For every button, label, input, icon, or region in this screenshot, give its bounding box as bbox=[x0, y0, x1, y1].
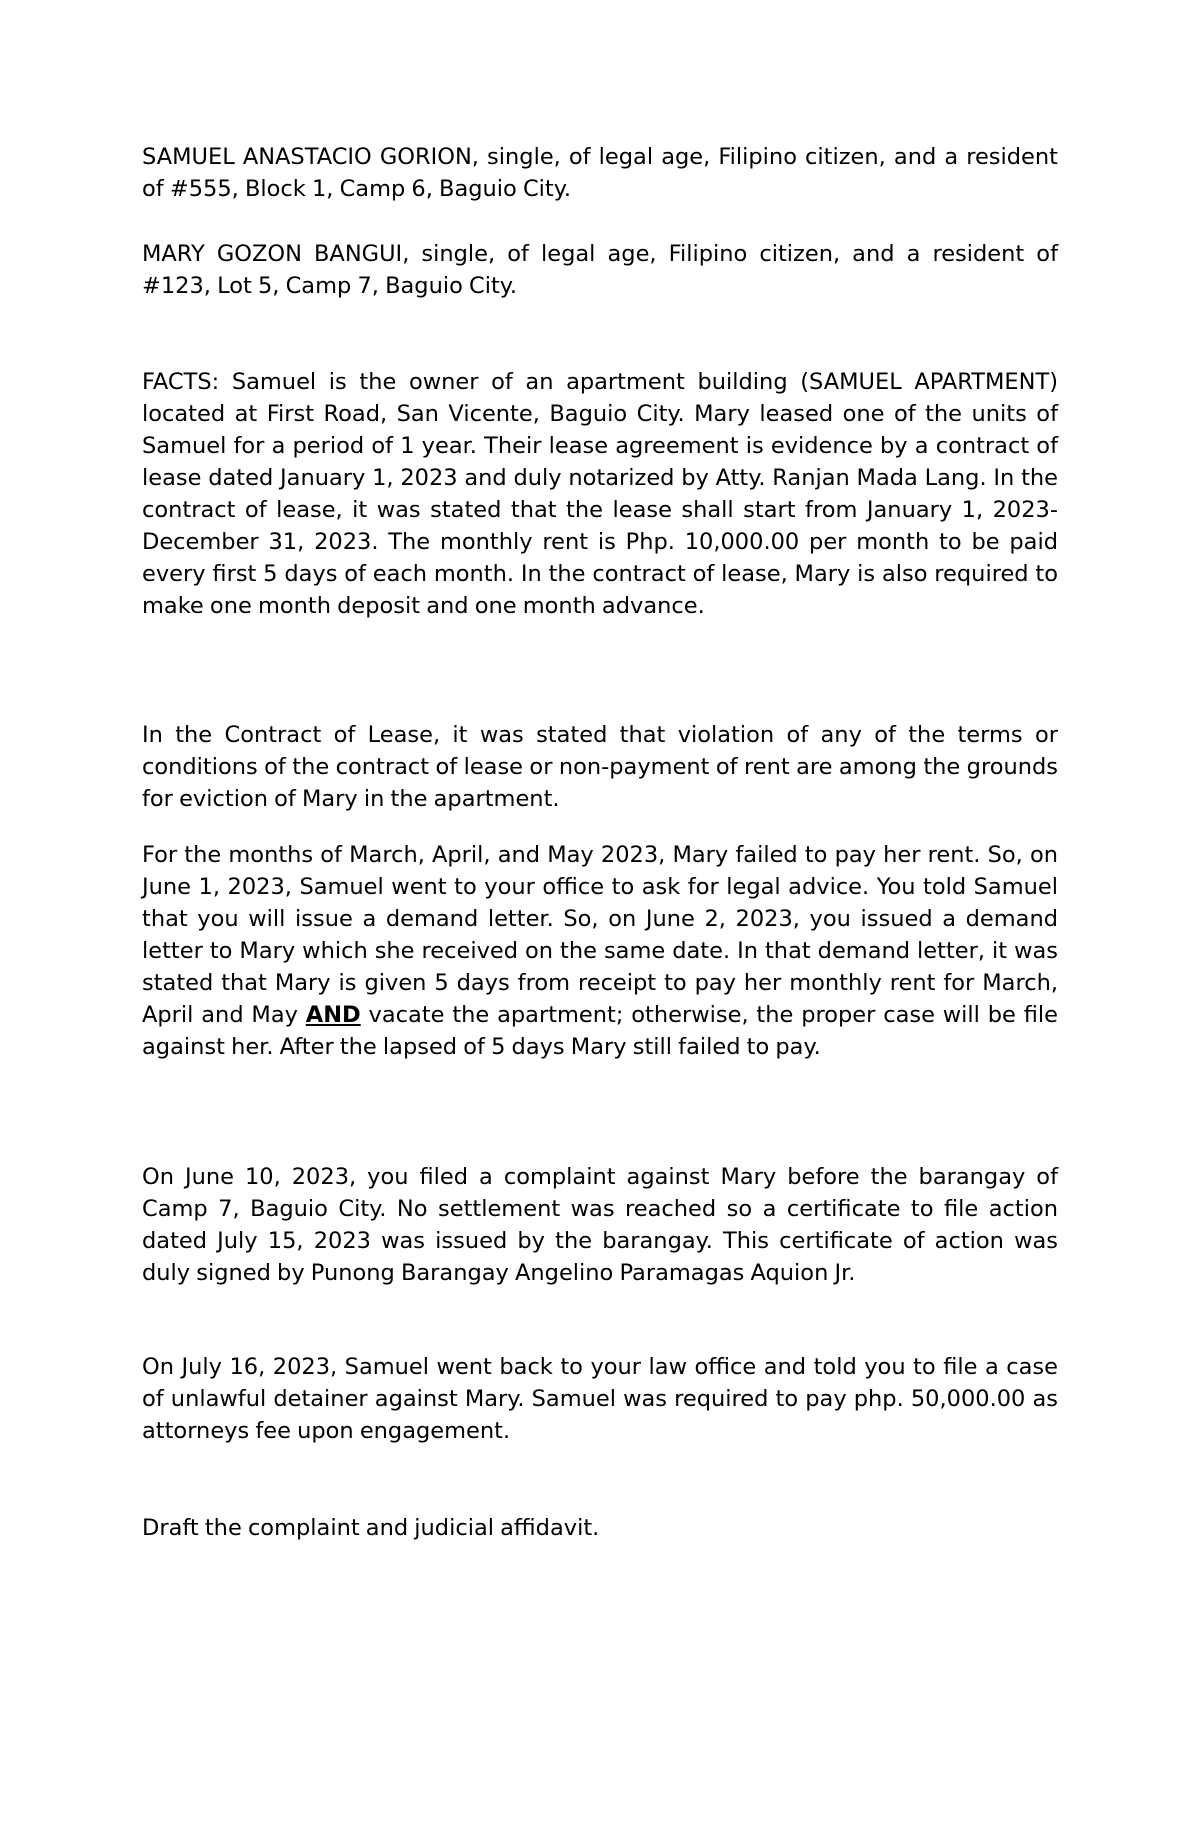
instruction-paragraph: Draft the complaint and judicial affidavit. bbox=[142, 1515, 600, 1541]
emphasis-and: AND bbox=[305, 1002, 361, 1028]
demand-letter-paragraph bbox=[142, 839, 1058, 1063]
barangay-paragraph: On June 10, 2023, you filed a complaint against Mary before the barangay of Camp 7, Baguio City. No settlement was reached so a certificate to file action dated July 15, 2023 was issued by the barangay. This certificate of action was duly signed by Punong Barangay Angelino Paramagas Aquion Jr. bbox=[142, 1164, 1058, 1286]
demand-text-before: For the months of March, April, and May 2023, Mary failed to pay her rent. So, on June 1, 2023, Samuel went to your office to ask for legal advice. You told Samuel that you will issue a demand letter. So, on June 2, 2023, you issued a demand letter to Mary which she received on the same date. In that demand letter, it was stated that Mary is given 5 days from receipt to pay her monthly rent for March, April and May bbox=[142, 842, 1058, 1028]
defendant-paragraph: MARY GOZON BANGUI, single, of legal age, Filipino citizen, and a resident of #123, Lot 5, Camp 7, Baguio City. bbox=[142, 241, 1058, 299]
engagement-paragraph: On July 16, 2023, Samuel went back to your law office and told you to file a case of unlawful detainer against Mary. Samuel was required to pay php. 50,000.00 as attorneys fee upon engagement. bbox=[142, 1354, 1058, 1444]
eviction-grounds-paragraph: In the Contract of Lease, it was stated that violation of any of the terms or conditions of the contract of lease or non-payment of rent are among the grounds for eviction of Mary in the apartment. bbox=[142, 722, 1058, 812]
plaintiff-paragraph: SAMUEL ANASTACIO GORION, single, of legal age, Filipino citizen, and a resident of #555, Block 1, Camp 6, Baguio City. bbox=[142, 144, 1058, 202]
demand-text-after: vacate the apartment; otherwise, the proper case will be file against her. After the lapsed of 5 days Mary still failed to pay. bbox=[142, 1002, 1058, 1060]
facts-paragraph: FACTS: Samuel is the owner of an apartment building (SAMUEL APARTMENT) located at First Road, San Vicente, Baguio City. Mary leased one of the units of Samuel for a period of 1 year. Their lease agreement is evidence by a contract of lease dated January 1, 2023 and duly notarized by Atty. Ranjan Mada Lang. In the contract of lease, it was stated that the lease shall start from January 1, 2023-December 31, 2023. The monthly rent is Php. 10,000.00 per month to be paid every first 5 days of each month. In the contract of lease, Mary is also required to make one month deposit and one month advance. bbox=[142, 369, 1058, 619]
